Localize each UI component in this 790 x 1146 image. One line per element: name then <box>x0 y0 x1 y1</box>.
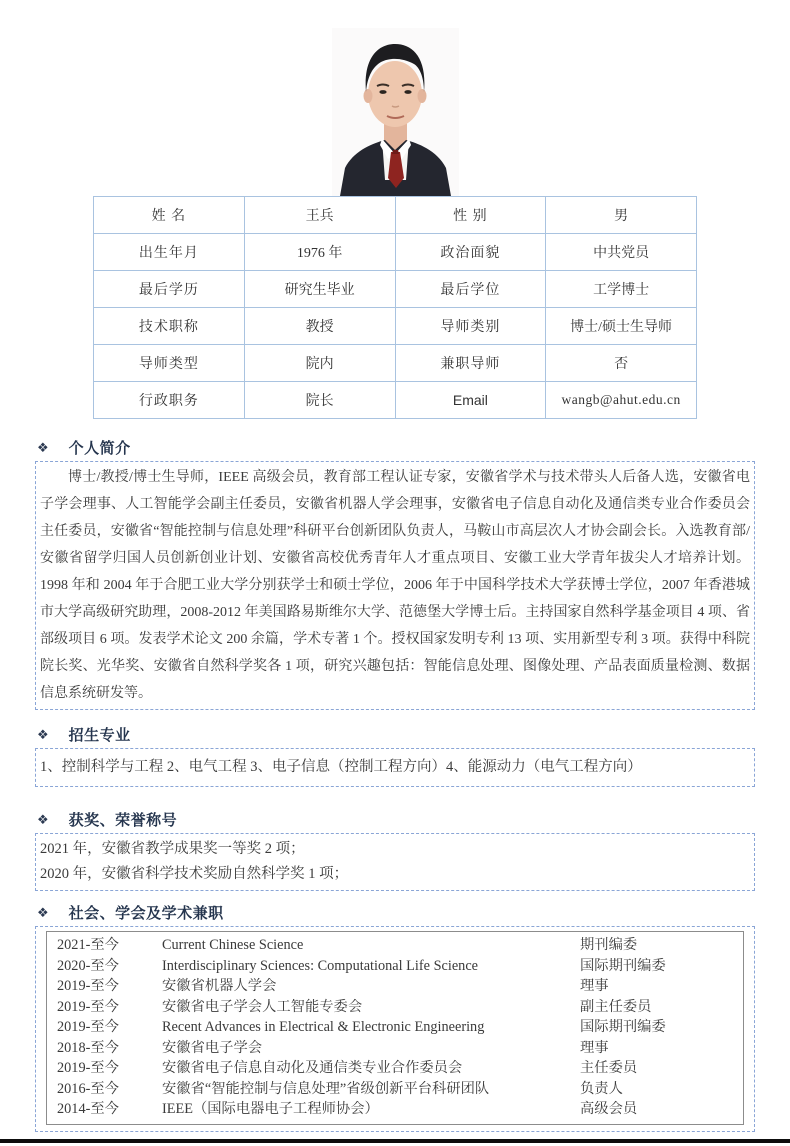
info-value-cell: 1976 年 <box>244 234 395 271</box>
membership-period: 2019-至今 <box>57 1019 119 1035</box>
info-label-cell: 导师类型 <box>94 345 245 382</box>
page-bottom-border <box>0 1139 790 1143</box>
info-label-cell: 技术职称 <box>94 308 245 345</box>
memberships-box <box>35 926 755 1132</box>
info-value-cell: 院长 <box>244 382 395 419</box>
membership-org: Interdisciplinary Sciences: Computational Life Science <box>162 957 479 974</box>
membership-org: Recent Advances in Electrical & Electronic Engineering <box>162 1019 485 1035</box>
info-value-cell: 教授 <box>244 308 395 345</box>
info-label-cell: 政治面貌 <box>395 234 546 271</box>
membership-period: 2018-至今 <box>57 1039 119 1056</box>
portrait-photo <box>332 28 459 196</box>
info-label-cell: 导师类别 <box>395 308 546 345</box>
info-label-cell: 兼职导师 <box>395 345 546 382</box>
membership-row <box>47 956 743 977</box>
award-item: 2020 年，安徽省科学技术奖励自然科学奖 1 项； <box>40 866 349 882</box>
membership-role: 主任委员 <box>580 1060 638 1076</box>
membership-org: 安徽省“智能控制与信息处理”省级创新平台科研团队 <box>162 1080 490 1097</box>
membership-row <box>47 1038 743 1059</box>
info-label-cell: 出生年月 <box>94 234 245 271</box>
awards-box <box>35 833 755 891</box>
memberships-table <box>46 931 744 1125</box>
section-bullet-icon: ❖ <box>37 440 49 455</box>
membership-row <box>47 1058 743 1079</box>
membership-period: 2019-至今 <box>57 1060 119 1076</box>
membership-org: 安徽省电子学会人工智能专委会 <box>162 998 363 1015</box>
info-label-cell: 最后学历 <box>94 271 245 308</box>
info-value-cell: 否 <box>546 345 697 382</box>
membership-row <box>47 935 743 956</box>
membership-period: 2021-至今 <box>57 937 119 953</box>
info-value-cell: 工学博士 <box>546 271 697 308</box>
table-row <box>94 345 697 382</box>
membership-period: 2019-至今 <box>57 998 119 1015</box>
info-value-cell-email: wangb@ahut.edu.cn <box>546 382 697 419</box>
personal-intro-box <box>35 461 755 710</box>
membership-org: 安徽省电子信息自动化及通信类专业合作委员会 <box>162 1060 463 1076</box>
info-value-cell: 中共党员 <box>546 234 697 271</box>
membership-role: 国际期刊编委 <box>580 957 666 974</box>
info-table <box>93 196 697 419</box>
section-title: 招生专业 <box>68 728 131 744</box>
section-bullet-icon: ❖ <box>37 727 49 742</box>
award-item: 2021 年，安徽省教学成果奖一等奖 2 项； <box>40 841 305 857</box>
section-bullet-icon: ❖ <box>37 812 49 827</box>
enrollment-majors-box <box>35 748 755 787</box>
section-title: 社会、学会及学术兼职 <box>68 906 224 922</box>
info-label-cell: 姓 名 <box>94 197 245 234</box>
membership-period: 2016-至今 <box>57 1080 119 1097</box>
membership-row <box>47 1017 743 1038</box>
section-header-personal-intro <box>37 437 755 458</box>
section-bullet-icon: ❖ <box>37 905 49 920</box>
membership-row <box>47 1079 743 1100</box>
table-row <box>94 234 697 271</box>
majors-text: 1、控制科学与工程 2、电气工程 3、电子信息（控制工程方向）4、能源动力（电气工程方向） <box>40 759 642 775</box>
membership-org: IEEE（国际电器电子工程师协会） <box>162 1101 379 1117</box>
table-row <box>94 271 697 308</box>
membership-org: 安徽省电子学会 <box>162 1039 263 1056</box>
membership-role: 国际期刊编委 <box>580 1019 666 1035</box>
info-value-cell: 研究生毕业 <box>244 271 395 308</box>
section-header-awards <box>37 809 755 830</box>
info-value-cell: 男 <box>546 197 697 234</box>
membership-role: 期刊编委 <box>580 937 638 953</box>
membership-org: 安徽省机器人学会 <box>162 978 277 994</box>
membership-period: 2019-至今 <box>57 978 119 994</box>
info-value-cell: 王兵 <box>244 197 395 234</box>
table-row <box>94 308 697 345</box>
section-header-memberships <box>37 902 755 923</box>
membership-role: 副主任委员 <box>580 998 652 1015</box>
membership-role: 理事 <box>580 978 609 994</box>
info-value-cell: 院内 <box>244 345 395 382</box>
info-value-cell: 博士/硕士生导师 <box>546 308 697 345</box>
profile-page <box>0 28 790 1146</box>
info-label-cell: 行政职务 <box>94 382 245 419</box>
table-row <box>94 382 697 419</box>
membership-role: 负责人 <box>580 1080 623 1097</box>
info-label-cell: 最后学位 <box>395 271 546 308</box>
section-title: 获奖、荣誉称号 <box>68 813 178 829</box>
section-header-enrollment-majors <box>37 724 755 745</box>
membership-row <box>47 997 743 1018</box>
info-label-cell-email: Email <box>395 382 546 419</box>
membership-row <box>47 1099 743 1120</box>
table-row <box>94 197 697 234</box>
membership-role: 高级会员 <box>580 1101 638 1117</box>
membership-role: 理事 <box>580 1039 609 1056</box>
info-label-cell: 性 别 <box>395 197 546 234</box>
membership-period: 2014-至今 <box>57 1101 119 1117</box>
membership-period: 2020-至今 <box>57 957 119 974</box>
membership-row <box>47 976 743 997</box>
intro-paragraph: 博士/教授/博士生导师，IEEE 高级会员，教育部工程认证专家，安徽省学术与技术带头人后备人选，安徽省电子学会理事、人工智能学会副主任委员，安徽省机器人学会理事，安徽省电子信息自动化及通信类专业合作委员会主任委员，安徽省“智能控制与信息处理”科研平台创新团队负责人，马鞍山市高层次人才协会副会长。入选教育部/安徽省留学归国人员创新创业计划、安徽省高校优秀青年人才重点项目、安徽工业大学青年拔尖人才培养计划。1998 年和 2004 年于合肥工业大学分别获学士和硕士学位，2006 年于中国科学技术大学获博士学位，2007 年香港城市大学高级研究助理，2008-2012 年美国路易斯维尔大学、范德堡大学博士后。主持国家自然科学基金项目 4 项、省部级项目 6 项。发表学术论文 200 余篇，学术专著 1 个。授权国家发明专利 13 项、实用新型专利 3 项。获得中科院院长奖、光华奖、安徽省自然科学奖各 1 项，研究兴趣包括：智能信息处理、图像处理、产品表面质量检测、数据信息系统研发等。 <box>40 470 750 701</box>
membership-org: Current Chinese Science <box>162 937 304 953</box>
section-title: 个人简介 <box>68 441 131 457</box>
